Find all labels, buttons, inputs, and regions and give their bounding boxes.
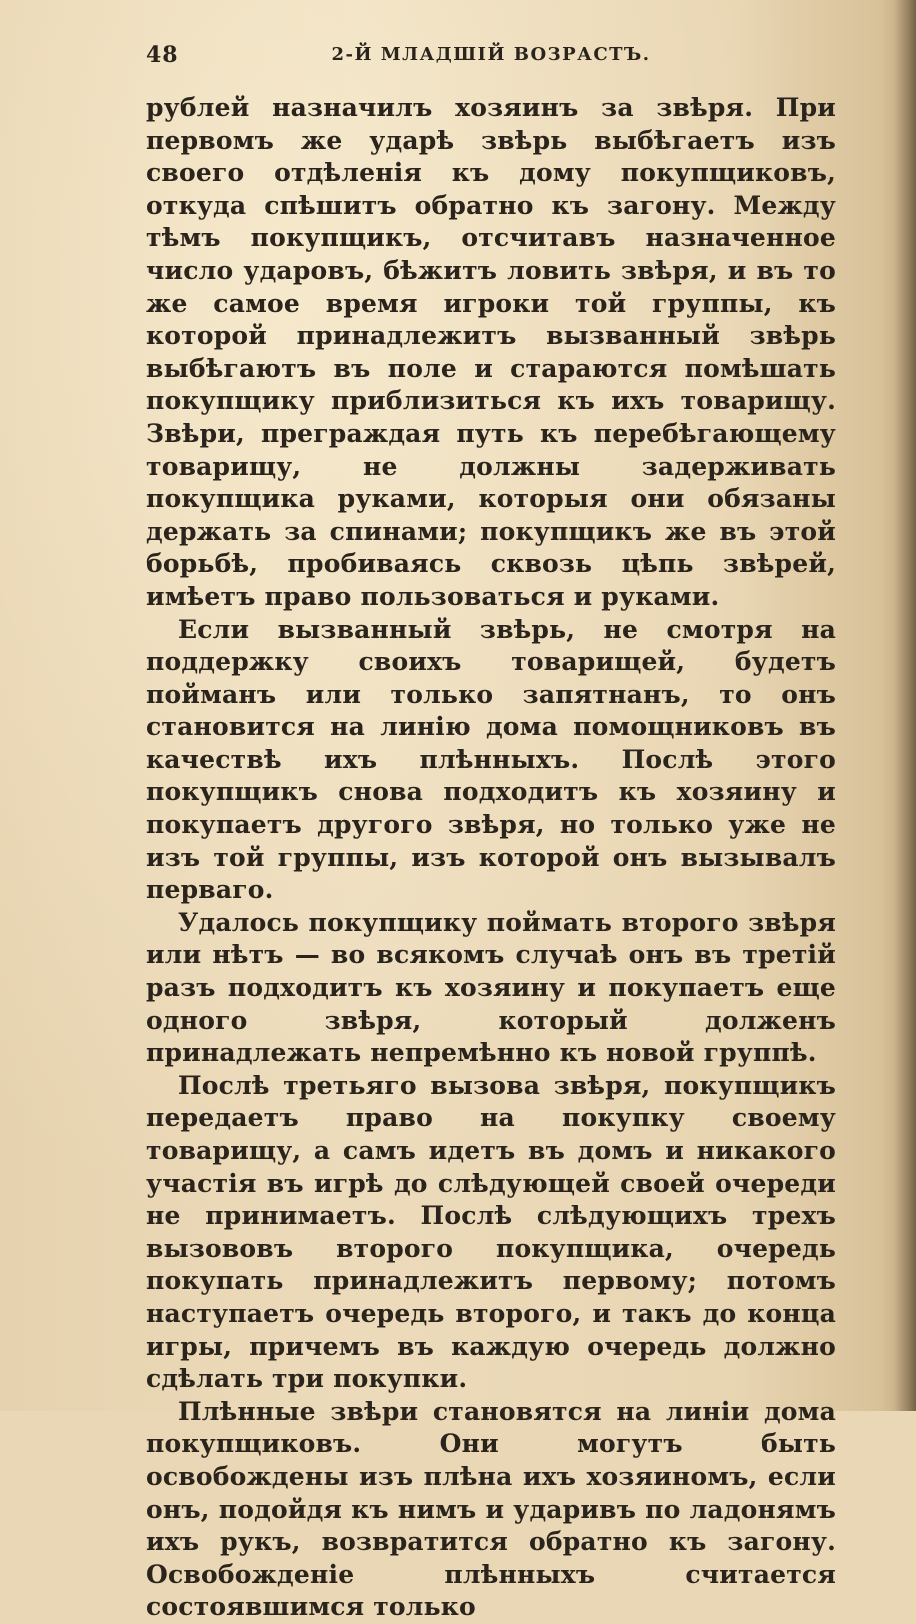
- text-body: [146, 92, 836, 1624]
- paragraph: Удалось покупщику поймать второго звѣря или нѣтъ — во всякомъ случаѣ онъ въ третій разъ подходитъ къ хозяину и покупаетъ еще одного звѣря, который долженъ принадлежать непремѣнно къ новой группѣ.: [146, 907, 836, 1068]
- page-number: 48: [146, 42, 179, 68]
- paragraph: Если вызванный звѣрь, не смотря на поддержку своихъ товарищей, будетъ пойманъ или только запятнанъ, то онъ становится на линію дома помощниковъ въ качествѣ ихъ плѣнныхъ. Послѣ этого покупщикъ снова подходитъ къ хозяину и покупаетъ другого звѣря, но только уже не изъ той группы, изъ которой онъ вызывалъ перваго.: [146, 614, 836, 905]
- page-edge-shadow: [894, 0, 916, 1411]
- running-head: 2-Й МЛАДШІЙ ВОЗРАСТЪ.: [331, 44, 651, 65]
- paragraph: рублей назначилъ хозяинъ за звѣря. При первомъ же ударѣ звѣрь выбѣгаетъ изъ своего отдѣленія къ дому покупщиковъ, откуда спѣшитъ обратно къ загону. Между тѣмъ покупщикъ, отсчитавъ назначенное число ударовъ, бѣжитъ ловить звѣря, и въ то же самое время игроки той группы, къ которой принадлежитъ вызванный звѣрь выбѣгаютъ въ поле и стараются помѣшать покупщику приблизиться къ ихъ товарищу. Звѣри, преграждая путь къ перебѣгающему товарищу, не должны задерживать покупщика руками, которыя они обязаны держать за спинами; покупщикъ же въ этой борьбѣ, пробиваясь сквозь цѣпь звѣрей, имѣетъ право пользоваться и руками.: [146, 93, 836, 611]
- page-header: [146, 38, 836, 78]
- paragraph: Плѣнные звѣри становятся на линіи дома покупщиковъ. Они могутъ быть освобождены изъ плѣна ихъ хозяиномъ, если онъ, подойдя къ нимъ и ударивъ по ладонямъ ихъ рукъ, возвратится обратно къ загону. Освобожденіе плѣнныхъ считается состоявшимся только: [146, 1396, 836, 1622]
- paragraph: Послѣ третьяго вызова звѣря, покупщикъ передаетъ право на покупку своему товарищу, а самъ идетъ въ домъ и никакого участія въ игрѣ до слѣдующей своей очереди не принимаетъ. Послѣ слѣдующихъ трехъ вызововъ второго покупщика, очередь покупать принадлежитъ первому; потомъ наступаетъ очередь второго, и такъ до конца игры, причемъ въ каждую очередь должно сдѣлать три покупки.: [146, 1070, 836, 1394]
